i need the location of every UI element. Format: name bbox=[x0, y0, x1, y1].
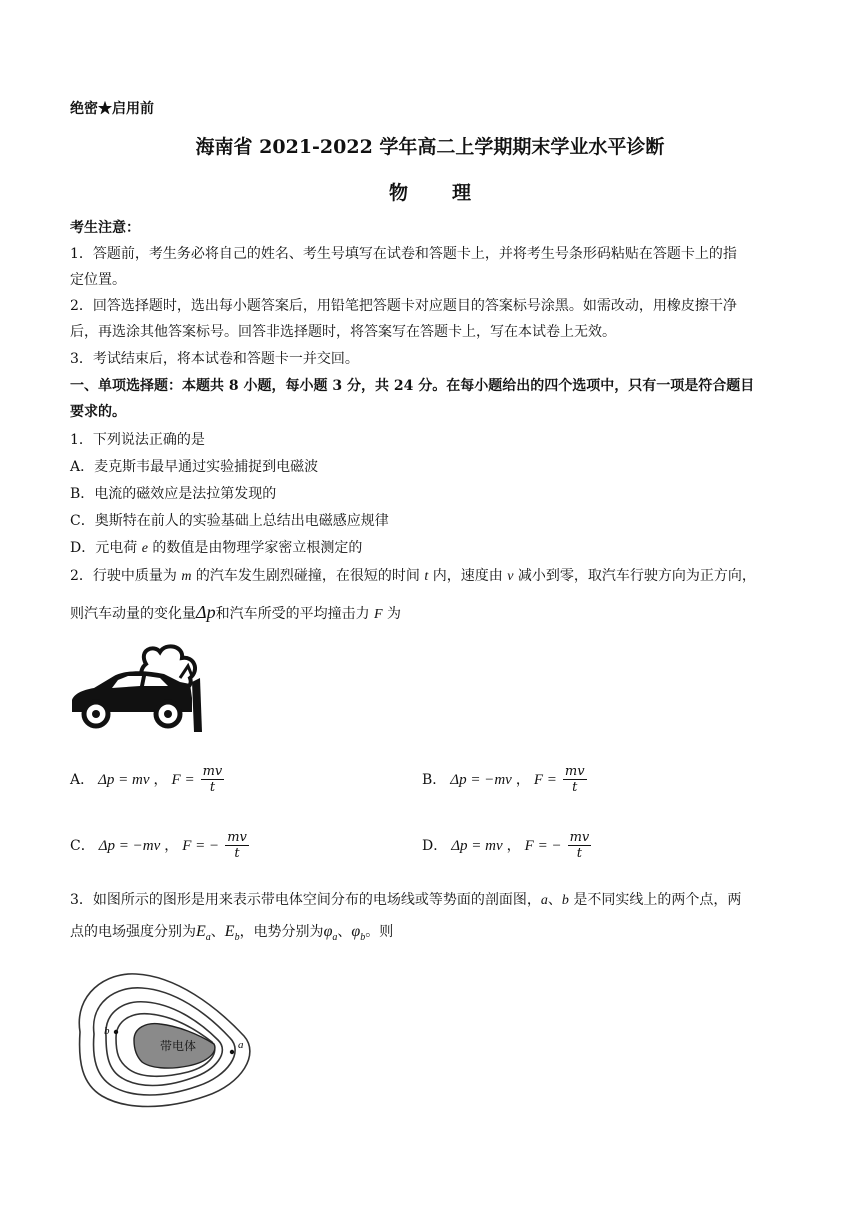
q2-text-3: 内，速度由 bbox=[428, 568, 508, 584]
q3-var-b: b bbox=[561, 893, 569, 908]
q2-var-v: v bbox=[507, 569, 514, 584]
q2-stem-line-1 bbox=[70, 566, 756, 587]
q2-c-fraction: $\frac{mv}{t}$ bbox=[227, 830, 247, 861]
q2-option-c bbox=[70, 830, 251, 861]
q3-Eb-sub: b bbox=[234, 931, 240, 943]
q3-Eb: E bbox=[224, 923, 235, 940]
q3-phi-a-sub: a bbox=[332, 931, 338, 943]
q3-text-7: 、 bbox=[337, 924, 352, 940]
q2-option-b bbox=[422, 764, 589, 795]
q2-a-dp: Δp = mv bbox=[98, 771, 150, 788]
section-1-heading-line-1: 一、单项选择题：本题共 8 小题，每小题 3 分，共 24 分。在每小题给出的四个选项中，只有一项是符合题目 bbox=[70, 378, 755, 394]
q3-text-1: 3．如图所示的图形是用来表示带电体空间分布的电场线或等势面的剖面图， bbox=[70, 892, 541, 908]
q2-var-t: t bbox=[424, 569, 429, 584]
secret-marker: 绝密★启用前 bbox=[70, 101, 154, 117]
q2-b-F: F = bbox=[533, 771, 557, 788]
q2-option-d bbox=[422, 830, 593, 861]
q2-d-label: D． bbox=[422, 837, 448, 854]
notes-heading: 考生注意： bbox=[70, 220, 140, 236]
q2-c-dp: Δp = −mv bbox=[98, 837, 161, 854]
car-crash-illustration bbox=[68, 642, 210, 734]
charged-body-label: 带电体 bbox=[159, 1039, 197, 1053]
exam-title: 海南省 2021-2022 学年高二上学期期末学业水平诊断 bbox=[195, 136, 665, 158]
q3-stem-line-1 bbox=[70, 890, 741, 911]
q2-b-fraction: $\frac{mv}{t}$ bbox=[564, 764, 585, 795]
q2-d-dp: Δp = mv bbox=[451, 837, 503, 854]
q2-delta-p: Δp bbox=[196, 602, 216, 622]
q3-text-5: 、 bbox=[210, 924, 225, 940]
q2-text-1: 2．行驶中质量为 bbox=[70, 568, 182, 584]
note-1-line-1: 1．答题前，考生务必将自己的姓名、考生号填写在试卷和答题卡上，并将考生号条形码粘贴在答题卡上的指 bbox=[70, 246, 737, 262]
subject-char-1: 物 bbox=[388, 182, 408, 204]
q2-d-fraction: $\frac{mv}{t}$ bbox=[569, 830, 590, 861]
q2-c-F: F = − bbox=[182, 837, 220, 854]
q2-text-6: 和汽车所受的平均撞击力 bbox=[215, 606, 375, 622]
equipotential-figure bbox=[66, 966, 262, 1116]
q2-option-a bbox=[70, 764, 226, 795]
q3-text-3: 是不同实线上的两个点，两 bbox=[568, 892, 742, 908]
q3-text-8: 。则 bbox=[365, 924, 394, 940]
point-b-marker bbox=[114, 1030, 118, 1034]
q3-Ea-sub: a bbox=[205, 931, 211, 943]
q3-phi-b: φ bbox=[351, 923, 361, 940]
q2-stem-line-2 bbox=[70, 602, 401, 625]
q1-d-text-2: 的数值是由物理学家密立根测定的 bbox=[147, 540, 363, 556]
q2-d-F: F = − bbox=[524, 837, 562, 854]
q2-d-sep: ， bbox=[506, 837, 521, 854]
q2-b-label: B． bbox=[422, 771, 447, 788]
q2-a-F: F = bbox=[171, 771, 195, 788]
q3-phi-b-sub: b bbox=[360, 931, 366, 943]
q2-a-label: A． bbox=[70, 771, 95, 788]
q1-option-b: B．电流的磁效应是法拉第发现的 bbox=[70, 486, 277, 502]
subject-char-2: 理 bbox=[452, 182, 472, 204]
q2-text-2: 的汽车发生剧烈碰撞，在很短的时间 bbox=[191, 568, 425, 584]
q1-d-text-1: D．元电荷 bbox=[70, 540, 142, 556]
q2-var-F: F bbox=[374, 607, 383, 622]
q2-a-fraction: $\frac{mv}{t}$ bbox=[202, 764, 223, 795]
point-a-marker bbox=[230, 1050, 234, 1054]
q3-text-6: ，电势分别为 bbox=[239, 924, 324, 940]
q3-text-4: 点的电场强度分别为 bbox=[70, 924, 196, 940]
q2-b-dp: Δp = −mv bbox=[450, 771, 512, 788]
point-b-label: b bbox=[104, 1025, 110, 1037]
q2-text-5: 则汽车动量的变化量 bbox=[70, 606, 196, 622]
note-3: 3．考试结束后，将本试卷和答题卡一并交回。 bbox=[70, 351, 359, 367]
note-2-line-1: 2．回答选择题时，选出每小题答案后，用铅笔把答题卡对应题目的答案标号涂黑。如需改动，用橡皮擦干净 bbox=[70, 298, 737, 314]
section-1-heading-line-2: 要求的。 bbox=[70, 404, 126, 420]
q1-stem: 1．下列说法正确的是 bbox=[70, 432, 205, 448]
q3-var-a: a bbox=[540, 893, 548, 908]
q2-c-label: C． bbox=[70, 837, 95, 854]
q2-c-sep: ， bbox=[164, 837, 179, 854]
q1-option-a: A．麦克斯韦最早通过实验捕捉到电磁波 bbox=[70, 459, 319, 475]
q1-option-c: C．奥斯特在前人的实验基础上总结出电磁感应规律 bbox=[70, 513, 389, 529]
q2-text-4: 减小到零，取汽车行驶方向为正方向， bbox=[513, 568, 756, 584]
q3-Ea: E bbox=[196, 923, 206, 940]
note-1-line-2: 定位置。 bbox=[70, 272, 126, 288]
q3-stem-line-2 bbox=[70, 922, 393, 948]
q2-var-m: m bbox=[181, 569, 192, 584]
q1-option-d bbox=[70, 538, 362, 559]
q2-a-sep: ， bbox=[153, 771, 168, 788]
q1-d-var: e bbox=[141, 541, 148, 556]
point-a-label: a bbox=[238, 1039, 244, 1051]
q2-b-sep: ， bbox=[515, 771, 530, 788]
q3-phi-a: φ bbox=[323, 923, 333, 940]
subject-title bbox=[0, 178, 860, 205]
note-2-line-2: 后，再选涂其他答案标号。回答非选择题时，将答案写在答题卡上，写在本试卷上无效。 bbox=[70, 324, 616, 340]
q3-text-2: 、 bbox=[547, 892, 562, 908]
q2-text-7: 为 bbox=[382, 606, 402, 622]
